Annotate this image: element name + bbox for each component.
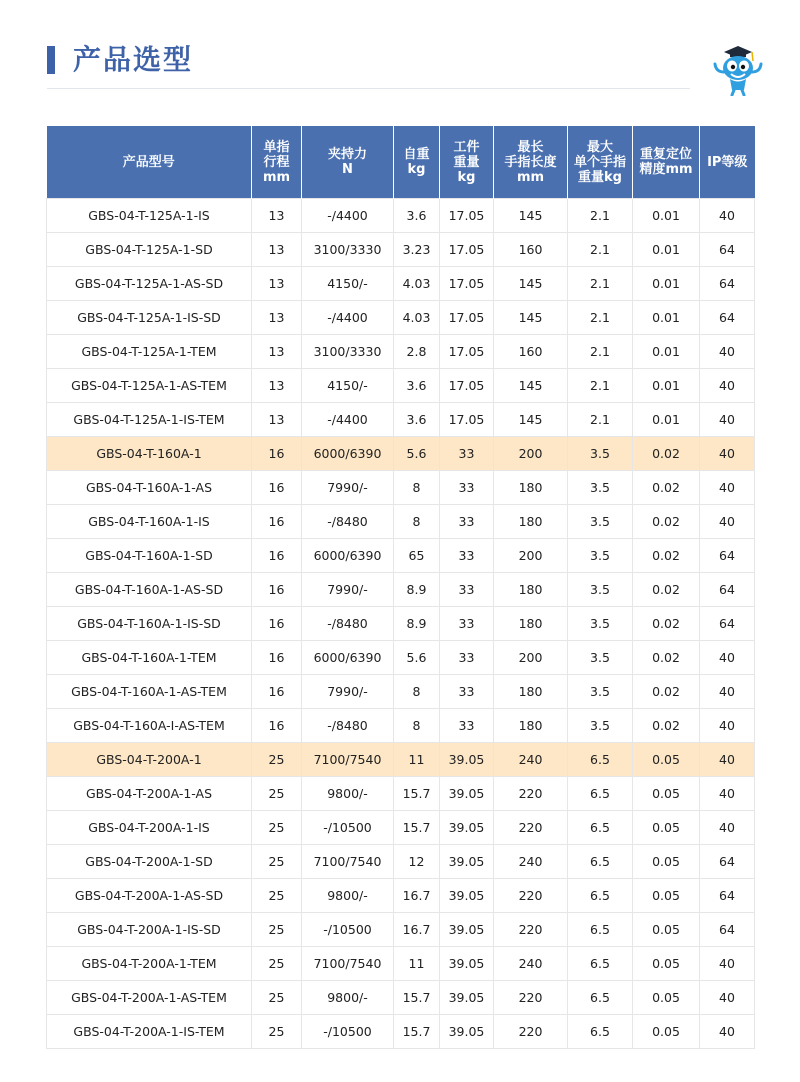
cell-stroke: 25 xyxy=(252,743,302,777)
header-line: 重量kg xyxy=(578,169,622,185)
cell-ip-rating: 40 xyxy=(700,641,755,675)
cell-repeatability: 0.02 xyxy=(633,641,700,675)
cell-grip-force: -/4400 xyxy=(302,199,394,233)
cell-model: GBS-04-T-160A-1-SD xyxy=(47,539,252,573)
cell-self-weight: 5.6 xyxy=(394,437,440,471)
header-line: 自重 xyxy=(403,147,430,162)
cell-finger-weight: 3.5 xyxy=(568,471,633,505)
cell-workpiece-weight: 39.05 xyxy=(440,913,494,947)
cell-ip-rating: 40 xyxy=(700,675,755,709)
cell-model: GBS-04-T-200A-1-IS-TEM xyxy=(47,1015,252,1049)
cell-grip-force: 3100/3330 xyxy=(302,233,394,267)
header-line: N xyxy=(342,162,353,177)
cell-repeatability: 0.02 xyxy=(633,607,700,641)
cell-self-weight: 16.7 xyxy=(394,879,440,913)
cell-workpiece-weight: 33 xyxy=(440,539,494,573)
cell-repeatability: 0.02 xyxy=(633,471,700,505)
cell-ip-rating: 40 xyxy=(700,403,755,437)
header-line: 重复定位 xyxy=(639,147,692,162)
header-line: mm xyxy=(516,169,545,185)
table-row xyxy=(47,913,755,947)
cell-workpiece-weight: 39.05 xyxy=(440,947,494,981)
cell-stroke: 25 xyxy=(252,879,302,913)
table-row xyxy=(47,1015,755,1049)
cell-stroke: 13 xyxy=(252,403,302,437)
cell-self-weight: 3.23 xyxy=(394,233,440,267)
header-ip-rating xyxy=(700,126,755,199)
cell-finger-length: 145 xyxy=(494,199,568,233)
table-row xyxy=(47,573,755,607)
cell-stroke: 16 xyxy=(252,437,302,471)
cell-finger-weight: 3.5 xyxy=(568,437,633,471)
cell-ip-rating: 64 xyxy=(700,267,755,301)
cell-finger-length: 220 xyxy=(494,1015,568,1049)
cell-model: GBS-04-T-200A-1 xyxy=(47,743,252,777)
cell-grip-force: 7990/- xyxy=(302,471,394,505)
cell-workpiece-weight: 33 xyxy=(440,675,494,709)
cell-ip-rating: 40 xyxy=(700,811,755,845)
cell-finger-length: 220 xyxy=(494,879,568,913)
cell-repeatability: 0.05 xyxy=(633,913,700,947)
header-finger-weight xyxy=(568,126,633,199)
header-line: 手指长度 xyxy=(504,154,557,170)
cell-repeatability: 0.02 xyxy=(633,573,700,607)
cell-repeatability: 0.01 xyxy=(633,267,700,301)
cell-workpiece-weight: 33 xyxy=(440,505,494,539)
cell-self-weight: 16.7 xyxy=(394,913,440,947)
cell-model: GBS-04-T-125A-1-AS-TEM xyxy=(47,369,252,403)
cell-self-weight: 11 xyxy=(394,743,440,777)
mascot-icon xyxy=(712,42,764,96)
cell-grip-force: -/8480 xyxy=(302,505,394,539)
cell-model: GBS-04-T-125A-1-SD xyxy=(47,233,252,267)
table-row xyxy=(47,267,755,301)
page-title: 产品选型 xyxy=(73,43,194,76)
table-row xyxy=(47,437,755,471)
cell-workpiece-weight: 33 xyxy=(440,641,494,675)
header-stroke xyxy=(252,126,302,199)
cell-finger-length: 220 xyxy=(494,981,568,1015)
cell-workpiece-weight: 17.05 xyxy=(440,233,494,267)
cell-self-weight: 15.7 xyxy=(394,1015,440,1049)
cell-stroke: 16 xyxy=(252,505,302,539)
table-row xyxy=(47,743,755,777)
page-header xyxy=(0,0,800,100)
cell-stroke: 25 xyxy=(252,981,302,1015)
cell-ip-rating: 64 xyxy=(700,539,755,573)
cell-grip-force: -/8480 xyxy=(302,709,394,743)
cell-stroke: 13 xyxy=(252,267,302,301)
table-row xyxy=(47,641,755,675)
cell-ip-rating: 40 xyxy=(700,437,755,471)
header-line: 精度mm xyxy=(639,162,693,177)
cell-grip-force: 6000/6390 xyxy=(302,641,394,675)
cell-finger-weight: 6.5 xyxy=(568,981,633,1015)
cell-model: GBS-04-T-160A-1-AS xyxy=(47,471,252,505)
cell-self-weight: 3.6 xyxy=(394,403,440,437)
cell-ip-rating: 64 xyxy=(700,913,755,947)
cell-ip-rating: 40 xyxy=(700,1015,755,1049)
cell-grip-force: 4150/- xyxy=(302,267,394,301)
cell-finger-length: 220 xyxy=(494,777,568,811)
cell-repeatability: 0.05 xyxy=(633,879,700,913)
cell-grip-force: 9800/- xyxy=(302,879,394,913)
cell-finger-length: 180 xyxy=(494,709,568,743)
cell-grip-force: 6000/6390 xyxy=(302,437,394,471)
cell-finger-weight: 3.5 xyxy=(568,709,633,743)
header-repeatability xyxy=(633,126,700,199)
table-body xyxy=(47,199,755,1049)
cell-repeatability: 0.05 xyxy=(633,845,700,879)
cell-repeatability: 0.05 xyxy=(633,947,700,981)
header-line: 行程 xyxy=(263,154,290,170)
cell-finger-length: 180 xyxy=(494,675,568,709)
cell-ip-rating: 64 xyxy=(700,301,755,335)
cell-repeatability: 0.05 xyxy=(633,743,700,777)
cell-stroke: 16 xyxy=(252,675,302,709)
table-header-row xyxy=(47,126,755,199)
cell-workpiece-weight: 17.05 xyxy=(440,301,494,335)
cell-finger-weight: 6.5 xyxy=(568,913,633,947)
cell-finger-length: 240 xyxy=(494,947,568,981)
cell-stroke: 13 xyxy=(252,335,302,369)
cell-finger-weight: 6.5 xyxy=(568,777,633,811)
cell-finger-weight: 6.5 xyxy=(568,1015,633,1049)
cell-finger-length: 180 xyxy=(494,573,568,607)
table-row xyxy=(47,709,755,743)
cell-ip-rating: 40 xyxy=(700,743,755,777)
cell-stroke: 16 xyxy=(252,641,302,675)
cell-repeatability: 0.05 xyxy=(633,777,700,811)
cell-self-weight: 8.9 xyxy=(394,573,440,607)
cell-grip-force: 9800/- xyxy=(302,777,394,811)
cell-ip-rating: 40 xyxy=(700,369,755,403)
cell-finger-weight: 3.5 xyxy=(568,675,633,709)
cell-repeatability: 0.02 xyxy=(633,505,700,539)
cell-grip-force: 4150/- xyxy=(302,369,394,403)
cell-finger-weight: 2.1 xyxy=(568,335,633,369)
cell-finger-length: 180 xyxy=(494,505,568,539)
cell-ip-rating: 40 xyxy=(700,199,755,233)
cell-finger-weight: 6.5 xyxy=(568,845,633,879)
cell-finger-length: 220 xyxy=(494,913,568,947)
header-grip-force xyxy=(302,126,394,199)
cell-model: GBS-04-T-200A-1-AS-TEM xyxy=(47,981,252,1015)
cell-ip-rating: 40 xyxy=(700,471,755,505)
cell-stroke: 25 xyxy=(252,811,302,845)
cell-grip-force: 7990/- xyxy=(302,675,394,709)
cell-grip-force: -/4400 xyxy=(302,301,394,335)
cell-workpiece-weight: 33 xyxy=(440,471,494,505)
cell-grip-force: -/10500 xyxy=(302,811,394,845)
cell-workpiece-weight: 39.05 xyxy=(440,777,494,811)
cell-stroke: 16 xyxy=(252,573,302,607)
cell-self-weight: 5.6 xyxy=(394,641,440,675)
table-row xyxy=(47,845,755,879)
cell-ip-rating: 64 xyxy=(700,879,755,913)
cell-model: GBS-04-T-125A-1-IS xyxy=(47,199,252,233)
header-divider xyxy=(47,88,690,89)
table-row xyxy=(47,879,755,913)
cell-repeatability: 0.01 xyxy=(633,199,700,233)
cell-workpiece-weight: 17.05 xyxy=(440,369,494,403)
cell-model: GBS-04-T-160A-1-AS-TEM xyxy=(47,675,252,709)
cell-finger-length: 145 xyxy=(494,267,568,301)
cell-model: GBS-04-T-200A-1-AS-SD xyxy=(47,879,252,913)
cell-workpiece-weight: 39.05 xyxy=(440,811,494,845)
cell-grip-force: 7990/- xyxy=(302,573,394,607)
cell-model: GBS-04-T-160A-1-AS-SD xyxy=(47,573,252,607)
cell-workpiece-weight: 17.05 xyxy=(440,199,494,233)
cell-ip-rating: 40 xyxy=(700,947,755,981)
cell-self-weight: 65 xyxy=(394,539,440,573)
cell-finger-length: 240 xyxy=(494,845,568,879)
cell-finger-weight: 3.5 xyxy=(568,607,633,641)
cell-model: GBS-04-T-160A-1-IS-SD xyxy=(47,607,252,641)
cell-self-weight: 8.9 xyxy=(394,607,440,641)
cell-finger-weight: 2.1 xyxy=(568,403,633,437)
cell-grip-force: 9800/- xyxy=(302,981,394,1015)
title-accent-bar xyxy=(47,46,55,74)
cell-repeatability: 0.01 xyxy=(633,403,700,437)
header-line: 夹持力 xyxy=(327,147,367,162)
cell-model: GBS-04-T-200A-1-IS xyxy=(47,811,252,845)
cell-repeatability: 0.02 xyxy=(633,539,700,573)
cell-stroke: 16 xyxy=(252,539,302,573)
cell-finger-length: 220 xyxy=(494,811,568,845)
cell-model: GBS-04-T-125A-1-IS-SD xyxy=(47,301,252,335)
cell-finger-length: 160 xyxy=(494,335,568,369)
cell-grip-force: -/10500 xyxy=(302,1015,394,1049)
cell-stroke: 25 xyxy=(252,845,302,879)
cell-finger-weight: 2.1 xyxy=(568,301,633,335)
cell-self-weight: 11 xyxy=(394,947,440,981)
cell-stroke: 25 xyxy=(252,913,302,947)
table-row xyxy=(47,199,755,233)
cell-self-weight: 2.8 xyxy=(394,335,440,369)
cell-grip-force: 6000/6390 xyxy=(302,539,394,573)
cell-ip-rating: 64 xyxy=(700,233,755,267)
cell-repeatability: 0.01 xyxy=(633,233,700,267)
header-self-weight xyxy=(394,126,440,199)
header-line: 工件 xyxy=(453,139,480,155)
table-row xyxy=(47,607,755,641)
cell-repeatability: 0.02 xyxy=(633,709,700,743)
table-row xyxy=(47,335,755,369)
table-row xyxy=(47,981,755,1015)
cell-workpiece-weight: 39.05 xyxy=(440,981,494,1015)
cell-finger-length: 200 xyxy=(494,437,568,471)
cell-repeatability: 0.02 xyxy=(633,675,700,709)
header-line: mm xyxy=(262,169,291,185)
cell-finger-weight: 2.1 xyxy=(568,267,633,301)
cell-self-weight: 8 xyxy=(394,675,440,709)
cell-workpiece-weight: 33 xyxy=(440,709,494,743)
cell-stroke: 16 xyxy=(252,709,302,743)
cell-self-weight: 8 xyxy=(394,505,440,539)
cell-finger-weight: 3.5 xyxy=(568,539,633,573)
table-row xyxy=(47,369,755,403)
cell-ip-rating: 40 xyxy=(700,777,755,811)
cell-workpiece-weight: 17.05 xyxy=(440,335,494,369)
cell-model: GBS-04-T-200A-1-IS-SD xyxy=(47,913,252,947)
table-row xyxy=(47,403,755,437)
cell-grip-force: -/8480 xyxy=(302,607,394,641)
cell-ip-rating: 40 xyxy=(700,981,755,1015)
header-line: 单个手指 xyxy=(573,154,626,170)
cell-model: GBS-04-T-200A-1-AS xyxy=(47,777,252,811)
cell-workpiece-weight: 39.05 xyxy=(440,845,494,879)
header-line: 产品型号 xyxy=(122,154,175,170)
cell-self-weight: 3.6 xyxy=(394,199,440,233)
cell-model: GBS-04-T-160A-1-IS xyxy=(47,505,252,539)
cell-finger-weight: 2.1 xyxy=(568,233,633,267)
cell-workpiece-weight: 33 xyxy=(440,437,494,471)
cell-finger-length: 145 xyxy=(494,403,568,437)
table-row xyxy=(47,505,755,539)
cell-self-weight: 15.7 xyxy=(394,811,440,845)
cell-self-weight: 8 xyxy=(394,471,440,505)
cell-stroke: 16 xyxy=(252,607,302,641)
cell-self-weight: 15.7 xyxy=(394,777,440,811)
cell-finger-weight: 3.5 xyxy=(568,641,633,675)
header-finger-length xyxy=(494,126,568,199)
cell-finger-length: 145 xyxy=(494,301,568,335)
header-line: kg xyxy=(457,169,476,185)
cell-grip-force: 7100/7540 xyxy=(302,743,394,777)
cell-workpiece-weight: 33 xyxy=(440,607,494,641)
cell-finger-weight: 6.5 xyxy=(568,811,633,845)
cell-ip-rating: 64 xyxy=(700,607,755,641)
cell-finger-weight: 2.1 xyxy=(568,369,633,403)
cell-stroke: 25 xyxy=(252,947,302,981)
header-line: 重量 xyxy=(453,154,480,170)
cell-finger-length: 180 xyxy=(494,471,568,505)
cell-workpiece-weight: 17.05 xyxy=(440,403,494,437)
cell-grip-force: -/4400 xyxy=(302,403,394,437)
cell-finger-weight: 6.5 xyxy=(568,743,633,777)
cell-model: GBS-04-T-160A-1-TEM xyxy=(47,641,252,675)
cell-finger-weight: 3.5 xyxy=(568,505,633,539)
cell-self-weight: 3.6 xyxy=(394,369,440,403)
header-workpiece-weight xyxy=(440,126,494,199)
cell-grip-force: 7100/7540 xyxy=(302,845,394,879)
cell-stroke: 16 xyxy=(252,471,302,505)
header-line: kg xyxy=(407,162,426,177)
table-row xyxy=(47,539,755,573)
cell-model: GBS-04-T-125A-1-TEM xyxy=(47,335,252,369)
cell-repeatability: 0.05 xyxy=(633,1015,700,1049)
cell-stroke: 13 xyxy=(252,369,302,403)
cell-self-weight: 8 xyxy=(394,709,440,743)
cell-model: GBS-04-T-160A-1 xyxy=(47,437,252,471)
cell-stroke: 13 xyxy=(252,199,302,233)
cell-repeatability: 0.02 xyxy=(633,437,700,471)
table-row xyxy=(47,811,755,845)
cell-ip-rating: 40 xyxy=(700,335,755,369)
table-row xyxy=(47,675,755,709)
cell-ip-rating: 40 xyxy=(700,709,755,743)
cell-model: GBS-04-T-125A-1-IS-TEM xyxy=(47,403,252,437)
cell-grip-force: 3100/3330 xyxy=(302,335,394,369)
cell-repeatability: 0.05 xyxy=(633,811,700,845)
cell-finger-length: 200 xyxy=(494,641,568,675)
cell-ip-rating: 64 xyxy=(700,845,755,879)
header-model xyxy=(47,126,252,199)
cell-workpiece-weight: 39.05 xyxy=(440,743,494,777)
cell-finger-length: 240 xyxy=(494,743,568,777)
cell-grip-force: -/10500 xyxy=(302,913,394,947)
cell-ip-rating: 64 xyxy=(700,573,755,607)
cell-workpiece-weight: 17.05 xyxy=(440,267,494,301)
cell-stroke: 13 xyxy=(252,301,302,335)
cell-workpiece-weight: 33 xyxy=(440,573,494,607)
cell-workpiece-weight: 39.05 xyxy=(440,879,494,913)
cell-model: GBS-04-T-200A-1-TEM xyxy=(47,947,252,981)
header-line: 单指 xyxy=(263,139,290,155)
cell-finger-weight: 6.5 xyxy=(568,947,633,981)
header-line: 最大 xyxy=(586,139,613,155)
product-selection-table xyxy=(46,126,755,1049)
cell-finger-length: 200 xyxy=(494,539,568,573)
cell-repeatability: 0.01 xyxy=(633,335,700,369)
cell-repeatability: 0.01 xyxy=(633,369,700,403)
cell-stroke: 25 xyxy=(252,1015,302,1049)
header-line: IP等级 xyxy=(707,154,748,170)
cell-ip-rating: 40 xyxy=(700,505,755,539)
cell-finger-weight: 2.1 xyxy=(568,199,633,233)
cell-finger-weight: 3.5 xyxy=(568,573,633,607)
cell-model: GBS-04-T-200A-1-SD xyxy=(47,845,252,879)
table-row xyxy=(47,777,755,811)
header-line: 最长 xyxy=(517,139,544,155)
table-row xyxy=(47,233,755,267)
cell-model: GBS-04-T-160A-I-AS-TEM xyxy=(47,709,252,743)
cell-repeatability: 0.01 xyxy=(633,301,700,335)
cell-model: GBS-04-T-125A-1-AS-SD xyxy=(47,267,252,301)
cell-self-weight: 4.03 xyxy=(394,301,440,335)
cell-self-weight: 12 xyxy=(394,845,440,879)
cell-self-weight: 4.03 xyxy=(394,267,440,301)
cell-self-weight: 15.7 xyxy=(394,981,440,1015)
table-row xyxy=(47,301,755,335)
cell-finger-length: 180 xyxy=(494,607,568,641)
table-row xyxy=(47,947,755,981)
cell-finger-weight: 6.5 xyxy=(568,879,633,913)
cell-finger-length: 145 xyxy=(494,369,568,403)
cell-repeatability: 0.05 xyxy=(633,981,700,1015)
cell-stroke: 13 xyxy=(252,233,302,267)
cell-grip-force: 7100/7540 xyxy=(302,947,394,981)
cell-stroke: 25 xyxy=(252,777,302,811)
table-row xyxy=(47,471,755,505)
cell-finger-length: 160 xyxy=(494,233,568,267)
cell-workpiece-weight: 39.05 xyxy=(440,1015,494,1049)
